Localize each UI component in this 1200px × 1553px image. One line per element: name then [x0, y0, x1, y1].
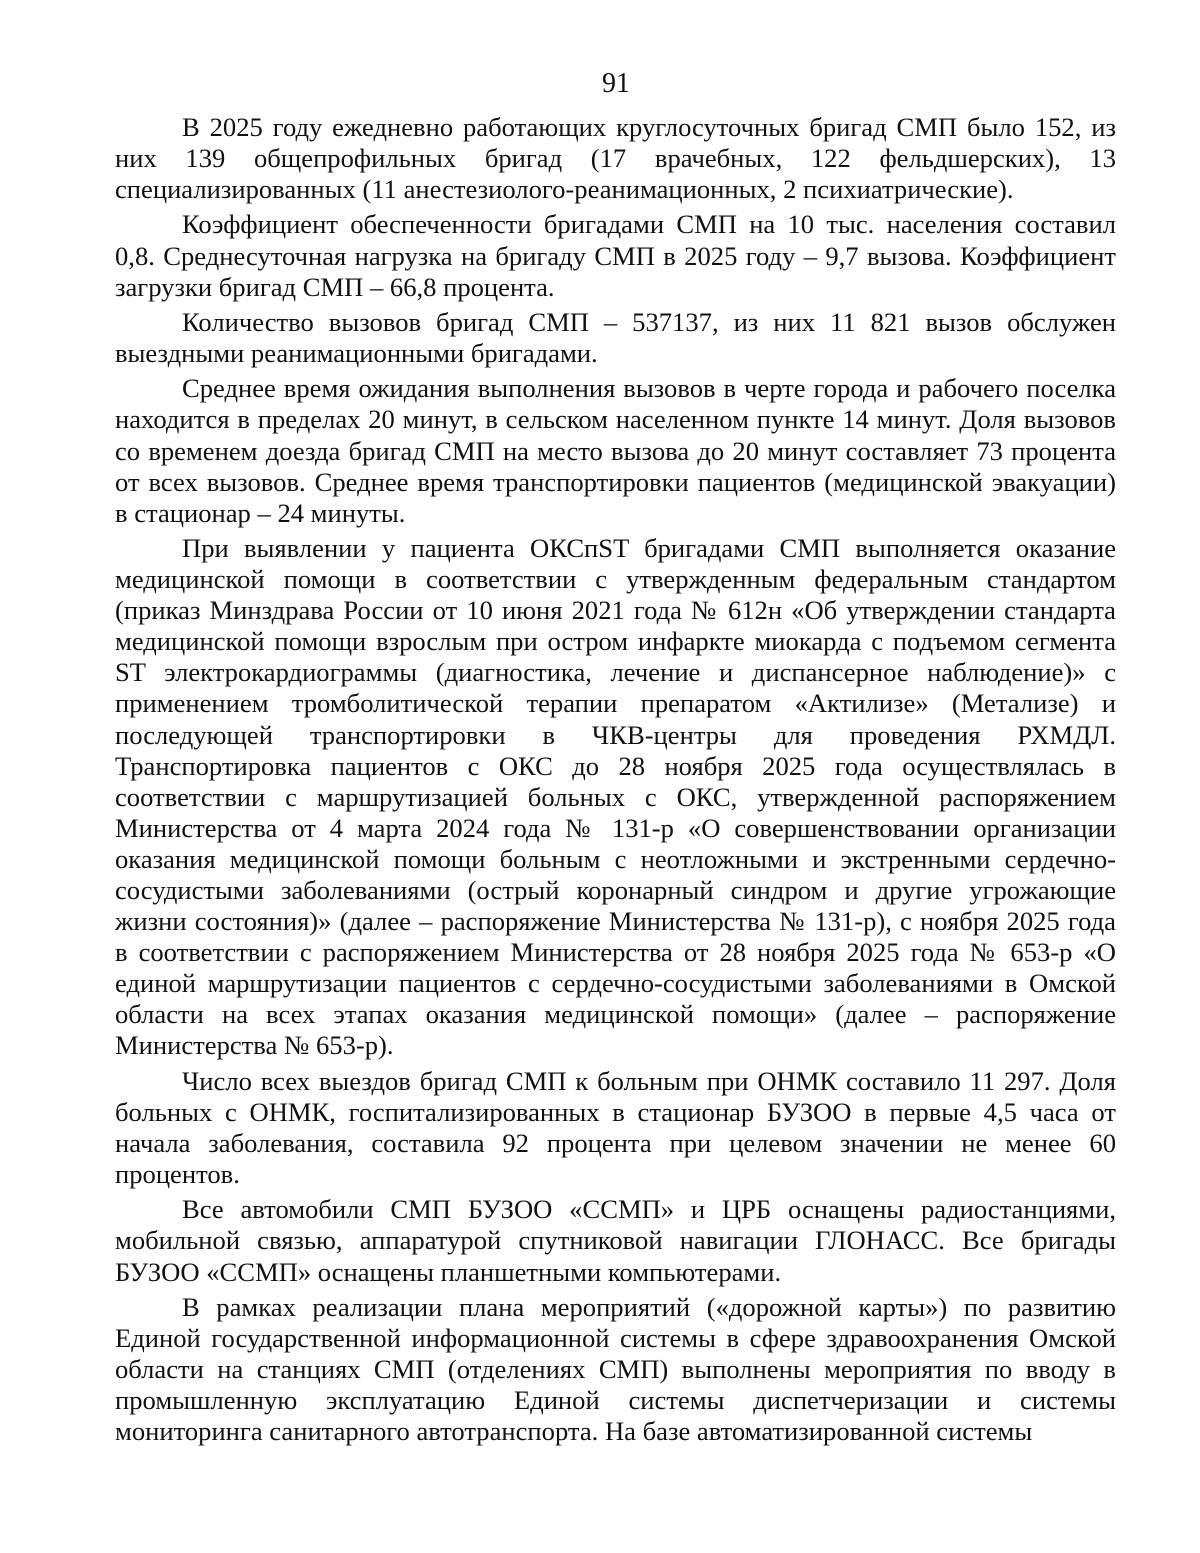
- paragraph-acs-care: При выявлении у пациента ОКСпST бригадами СМП выполняется оказание медицинской помощи в соответствии с утвержденным федеральным стандартом (приказ Минздрава России от 10 июня 2021 года № 612н «Об утверждении стандарта медицинской помощи взрослым при остром инфаркте миокарда с подъемом сегмента ST электрокардиограммы (диагностика, лечение и диспансерное наблюдение)» с применением тромболитической терапии препаратом «Актилизе» (Метализе) и последующей транспортировки в ЧКВ-центры для проведения РХМДЛ. Транспортировка пациентов с ОКС до 28 ноября 2025 года осуществлялась в соответствии с маршрутизацией больных с ОКС, утвержденной распоряжением Министерства от 4 марта 2024 года № 131-р «О совершенствовании организации оказания медицинской помощи больным с неотложными и экстренными сердечно-сосудистыми заболеваниями (острый коронарный синдром и другие угрожающие жизни состояния)» (далее – распоряжение Министерства № 131-р), с ноября 2025 года в соответствии с распоряжением Министерства от 28 ноября 2025 года № 653-р «О единой маршрутизации пациентов с сердечно-сосудистыми заболеваниями в Омской области на всех этапах оказания медицинской помощи» (далее – распоряжение Министерства № 653-р).: [115, 532, 1116, 1061]
- paragraph-stroke-calls: Число всех выездов бригад СМП к больным при ОНМК составило 11 297. Доля больных с ОНМК, госпитализированных в стационар БУЗОО в первые 4,5 часа от начала заболевания, составила 92 процента при целевом значении не менее 60 процентов.: [115, 1065, 1116, 1190]
- paragraph-ambulance-brigades: В 2025 году ежедневно работающих круглосуточных бригад СМП было 152, из них 139 общепрофильных бригад (17 врачебных, 122 фельдшерских), 13 специализированных (11 анестезиолого-реанимационных, 2 психиатрические).: [115, 112, 1116, 205]
- paragraph-brigade-coefficient: Коэффициент обеспеченности бригадами СМП на 10 тыс. населения составил 0,8. Среднесуточная нагрузка на бригаду СМП в 2025 году – 9,7 вызова. Коэффициент загрузки бригад СМП – 66,8 процента.: [115, 209, 1116, 302]
- paragraph-waiting-time: Среднее время ожидания выполнения вызовов в черте города и рабочего поселка находится в пределах 20 минут, в сельском населенном пункте 14 минут. Доля вызовов со временем доезда бригад СМП на место вызова до 20 минут составляет 73 процента от всех вызовов. Среднее время транспортировки пациентов (медицинской эвакуации) в стационар – 24 минуты.: [115, 373, 1116, 528]
- paragraph-vehicle-equipment: Все автомобили СМП БУЗОО «ССМП» и ЦРБ оснащены радиостанциями, мобильной связью, аппаратурой спутниковой навигации ГЛОНАСС. Все бригады БУЗОО «ССМП» оснащены планшетными компьютерами.: [115, 1194, 1116, 1287]
- paragraph-calls-count: Количество вызовов бригад СМП – 537137, из них 11 821 вызов обслужен выездными реанимационными бригадами.: [115, 306, 1116, 369]
- paragraph-information-system: В рамках реализации плана мероприятий («дорожной карты») по развитию Единой государственной информационной системы в сфере здравоохранения Омской области на станциях СМП (отделениях СМП) выполнены мероприятия по вводу в промышленную эксплуатацию Единой системы диспетчеризации и системы мониторинга санитарного автотранспорта. На базе автоматизированной системы: [115, 1291, 1116, 1447]
- document-body: [115, 112, 1116, 1451]
- page-number: 91: [602, 68, 630, 99]
